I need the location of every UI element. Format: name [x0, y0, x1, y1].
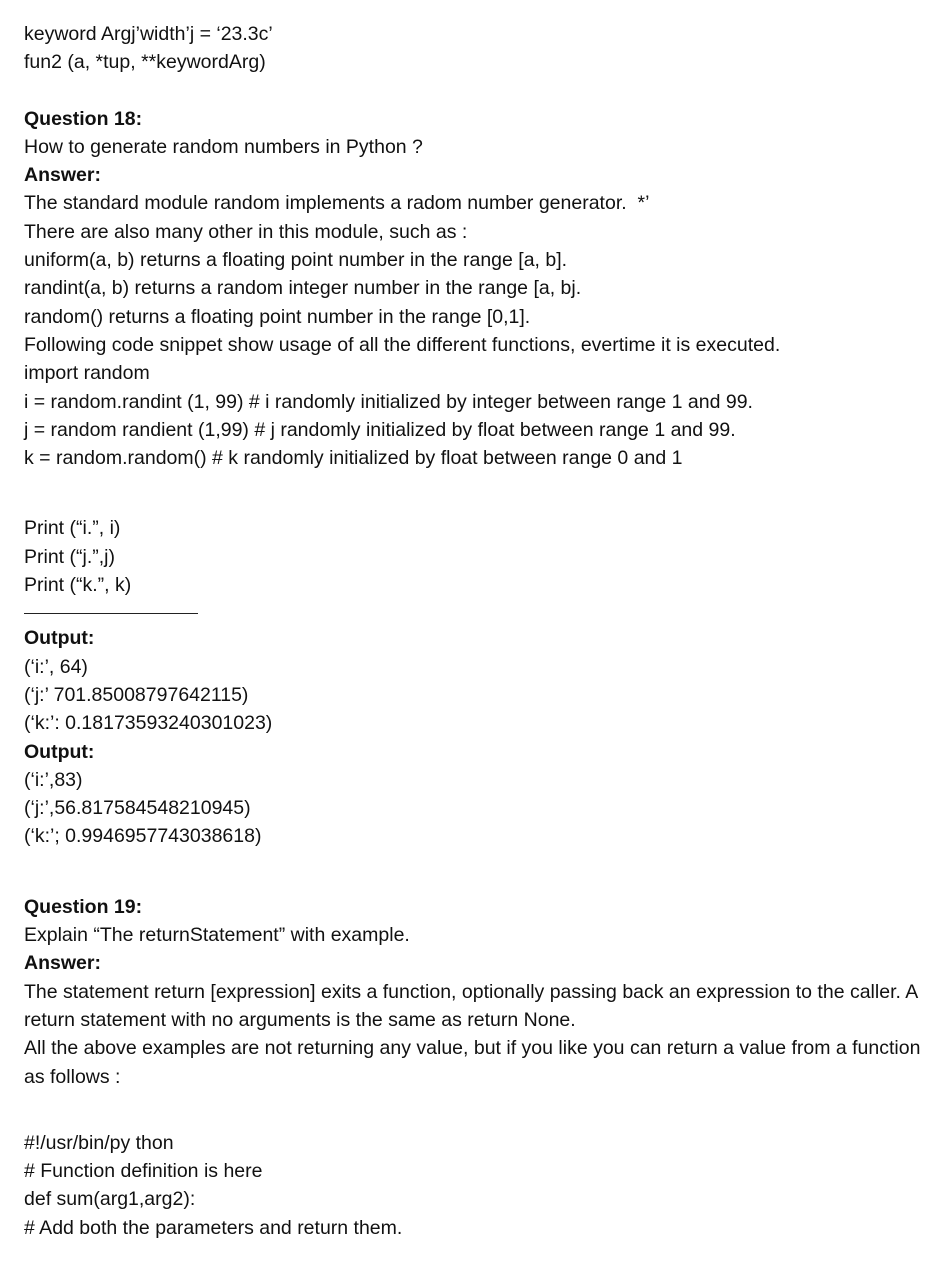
code-line: Print (“k.”, k)	[24, 574, 132, 597]
output-line: (‘k:’: 0.18173593240301023)	[24, 712, 273, 735]
output-line: (‘i:’, 64)	[24, 655, 88, 678]
code-line: Print (“j.”,j)	[24, 545, 115, 568]
output-line: (‘i:’,83)	[24, 768, 83, 791]
answer-line: randint(a, b) returns a random integer number in the range [a, bj.	[24, 277, 582, 300]
code-line: keyword Argj’width’j = ‘23.3c’	[24, 23, 273, 45]
answer-line: Following code snippet show usage of all the different functions, evertime it is executed.	[24, 333, 781, 356]
answer-label: Answer:	[24, 164, 101, 187]
output-line: (‘k:’; 0.9946957743038618)	[24, 825, 262, 848]
code-line: fun2 (a, *tup, **keywordArg)	[24, 51, 266, 74]
code-line: # Function definition is here	[24, 1160, 263, 1183]
code-line: #!/usr/bin/py thon	[24, 1131, 174, 1154]
code-line: Print (“i.”, i)	[24, 517, 121, 540]
answer-paragraph: All the above examples are not returning any value, but if you like you can return a value from a function as follows :	[24, 1037, 921, 1088]
answer-line: The standard module random implements a radom number generator. *’	[24, 192, 650, 215]
question-18-text: How to generate random numbers in Python ?	[24, 135, 423, 158]
output-label: Output:	[24, 740, 95, 763]
spacer	[24, 472, 929, 514]
code-line: k = random.random() # k randomly initialized by float between range 0 and 1	[24, 447, 683, 470]
output-label: Output:	[24, 627, 95, 650]
question-19-text: Explain “The returnStatement” with example.	[24, 924, 410, 947]
answer-line: random() returns a floating point number in the range [0,1].	[24, 305, 531, 328]
output-line: (‘j:’,56.817584548210945)	[24, 797, 251, 820]
code-line: def sum(arg1,arg2):	[24, 1188, 196, 1211]
answer-paragraph: The statement return [expression] exits a function, optionally passing back an expression to the caller. A return statement with no arguments is the same as return None.	[24, 980, 918, 1031]
horizontal-divider	[24, 613, 198, 614]
spacer	[24, 77, 929, 105]
code-line: i = random.randint (1, 99) # i randomly initialized by integer between range 1 and 99.	[24, 390, 753, 413]
answer-label: Answer:	[24, 952, 101, 975]
answer-line: There are also many other in this module, such as :	[24, 220, 468, 243]
code-line: import random	[24, 362, 150, 385]
output-line: (‘j:’ 701.85008797642115)	[24, 683, 249, 706]
document-page	[24, 20, 929, 1242]
code-line: j = random randient (1,99) # j randomly initialized by float between range 1 and 99.	[24, 418, 736, 441]
spacer	[24, 851, 929, 893]
question-19-heading: Question 19:	[24, 895, 143, 918]
answer-line: uniform(a, b) returns a floating point number in the range [a, b].	[24, 249, 568, 272]
spacer	[24, 1091, 929, 1129]
code-line: # Add both the parameters and return them.	[24, 1216, 403, 1239]
question-18-heading: Question 18:	[24, 107, 143, 130]
